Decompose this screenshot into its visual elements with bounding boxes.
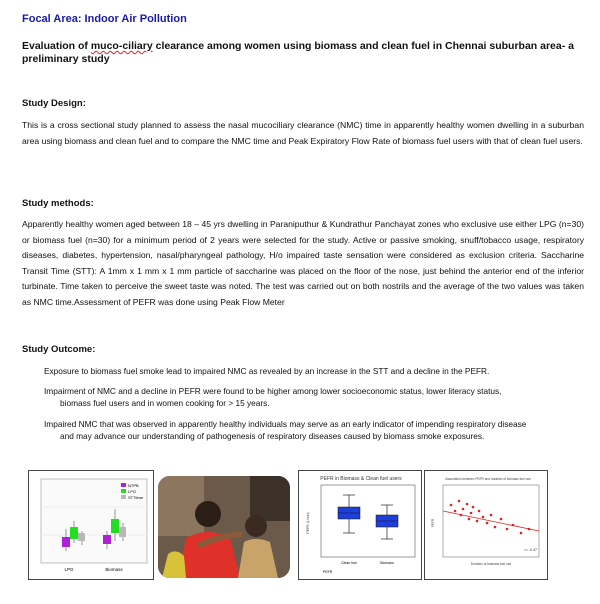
legend-swatch-purple xyxy=(121,483,126,487)
scatter-point xyxy=(458,500,461,503)
plot-area xyxy=(321,485,415,557)
title-suffix: clearance among women using biomass and clean fuel in Chennai suburban area- a preliminary study xyxy=(22,40,574,65)
scatter-point xyxy=(494,526,497,529)
title-misspelled-word: muco-ciliary xyxy=(90,40,153,52)
scatter-point xyxy=(482,516,485,519)
figure-boxplot-pefr xyxy=(298,470,422,580)
outcome-point-1-line1: Exposure to biomass fuel smoke lead to impaired NMC as revealed by an increase in the STT and a decline in the PEFR. xyxy=(44,366,490,376)
legend-entry: NTPB xyxy=(128,483,139,488)
photo-illustration xyxy=(158,476,290,578)
photo-doorway xyxy=(250,476,290,521)
study-design-heading: Study Design: xyxy=(22,98,86,109)
boxplot-nmc-svg xyxy=(29,471,153,579)
x-axis-label: Duration of biomass fuel use xyxy=(470,562,512,566)
legend-entry: STTtime xyxy=(128,495,144,500)
outcome-point-1 xyxy=(44,365,594,377)
page-title xyxy=(22,40,592,66)
scatter-point xyxy=(500,518,503,521)
scatter-point xyxy=(512,524,515,527)
scatter-point xyxy=(466,503,469,506)
outcome-point-3-line2: and may advance our understanding of pathogenesis of respiratory diseases caused by biomass smoke exposures. xyxy=(60,431,485,441)
boxplot-pefr-svg xyxy=(299,471,421,579)
scatter-point xyxy=(468,518,471,521)
photo-wall xyxy=(158,476,204,536)
scatter-point xyxy=(454,510,457,513)
outcome-point-2 xyxy=(44,385,594,409)
scatter-point xyxy=(476,520,479,523)
chart-title: Association between PEFR and duration of biomass fuel use xyxy=(445,477,531,481)
scatter-svg xyxy=(425,471,547,579)
scatter-point xyxy=(450,504,453,507)
study-methods-heading: Study methods: xyxy=(22,198,94,209)
title-prefix: Evaluation of xyxy=(22,40,91,52)
legend-entry: LPG xyxy=(128,489,137,494)
photo-subject-head xyxy=(245,515,267,537)
outcome-point-2-line2: biomass fuel users and in women cooking for > 15 years. xyxy=(60,398,270,408)
box-gray-lpg xyxy=(78,533,85,541)
x-tick-label: Biomass xyxy=(105,567,123,572)
focal-area-label: Focal Area: Indoor Air Pollution xyxy=(22,13,187,25)
figure-boxplot-nmc xyxy=(28,470,154,580)
scatter-point xyxy=(462,508,465,511)
outcome-point-3 xyxy=(44,418,594,442)
scatter-point xyxy=(472,506,475,509)
figure-scatter-pefr xyxy=(424,470,548,580)
box-gray-biomass xyxy=(119,527,126,537)
legend-swatch-gray xyxy=(121,495,126,499)
study-design-text: This is a cross sectional study planned to assess the nasal mucociliary clearance (NMC) time in apparently healthy women dwelling in a suburban area using biomass and clean fuel and to compare the NMC time and Peak Expiratory Flow Rate of biomass fuel users with that of clean fuel users. xyxy=(22,120,584,146)
scatter-point xyxy=(470,512,473,515)
x-tick-label: Biomass xyxy=(380,561,394,565)
box-purple-biomass xyxy=(103,535,111,544)
photo-nasal-test xyxy=(158,476,290,578)
scatter-point xyxy=(478,510,481,513)
scatter-point xyxy=(490,514,493,517)
x-tick-label: Clean fuel xyxy=(341,561,357,565)
legend-swatch-green xyxy=(121,489,126,493)
scatter-point xyxy=(506,528,509,531)
box-green-biomass xyxy=(111,519,119,533)
scatter-point xyxy=(520,532,523,535)
box-purple-lpg xyxy=(62,537,70,547)
y-axis-label: PEFR xyxy=(431,518,435,528)
scatter-point xyxy=(486,522,489,525)
x-tick-label: LPG xyxy=(64,567,74,572)
chart-footer: PEFR xyxy=(323,570,333,574)
chart-title: PEFR in Biomass & Clean fuel users xyxy=(320,476,402,482)
photo-person-head xyxy=(195,501,221,527)
study-outcome-heading: Study Outcome: xyxy=(22,344,96,355)
scatter-point xyxy=(528,528,531,531)
correlation-label: r= -0.47 xyxy=(524,548,537,552)
box-green-lpg xyxy=(70,527,78,539)
outcome-point-3-line1: Impaired NMC that was observed in apparently healthy individuals may serve as an early indicator of impending respiratory disease xyxy=(44,419,527,429)
study-methods-text: Apparently healthy women aged between 18 – 45 yrs dwelling in Paraniputhur & Kundrathur Panchayat zones who exclusive use either LPG (n=30) or biomass fuel (n=30) for a minimum period of 2 years were selected for the study. Active or passive smoking, snuff/tobacco usage, respiratory diseases, diabetes, hypertension, nasal/pharyngeal pathology, H/o impaired taste sensation were considered as exclusion criteria. Saccharine Transit Time (STT): A 1mm x 1 mm x 1 mm particle of saccharine was placed on the floor of the nose, just behind the anterior end of the inferior turbinate. Time taken to perceive the sweet taste was noted. The test was carried out on both nostrils and the average of the two values was taken as NMC time.Assessment of PEFR was done using Peak Flow Meter xyxy=(22,219,584,307)
outcome-point-2-line1: Impairment of NMC and a decline in PEFR were found to be higher among lower socioeconomic status, lower literacy status, xyxy=(44,386,502,396)
scatter-point xyxy=(460,514,463,517)
y-axis-label: PEFR (L/min) xyxy=(306,512,310,534)
